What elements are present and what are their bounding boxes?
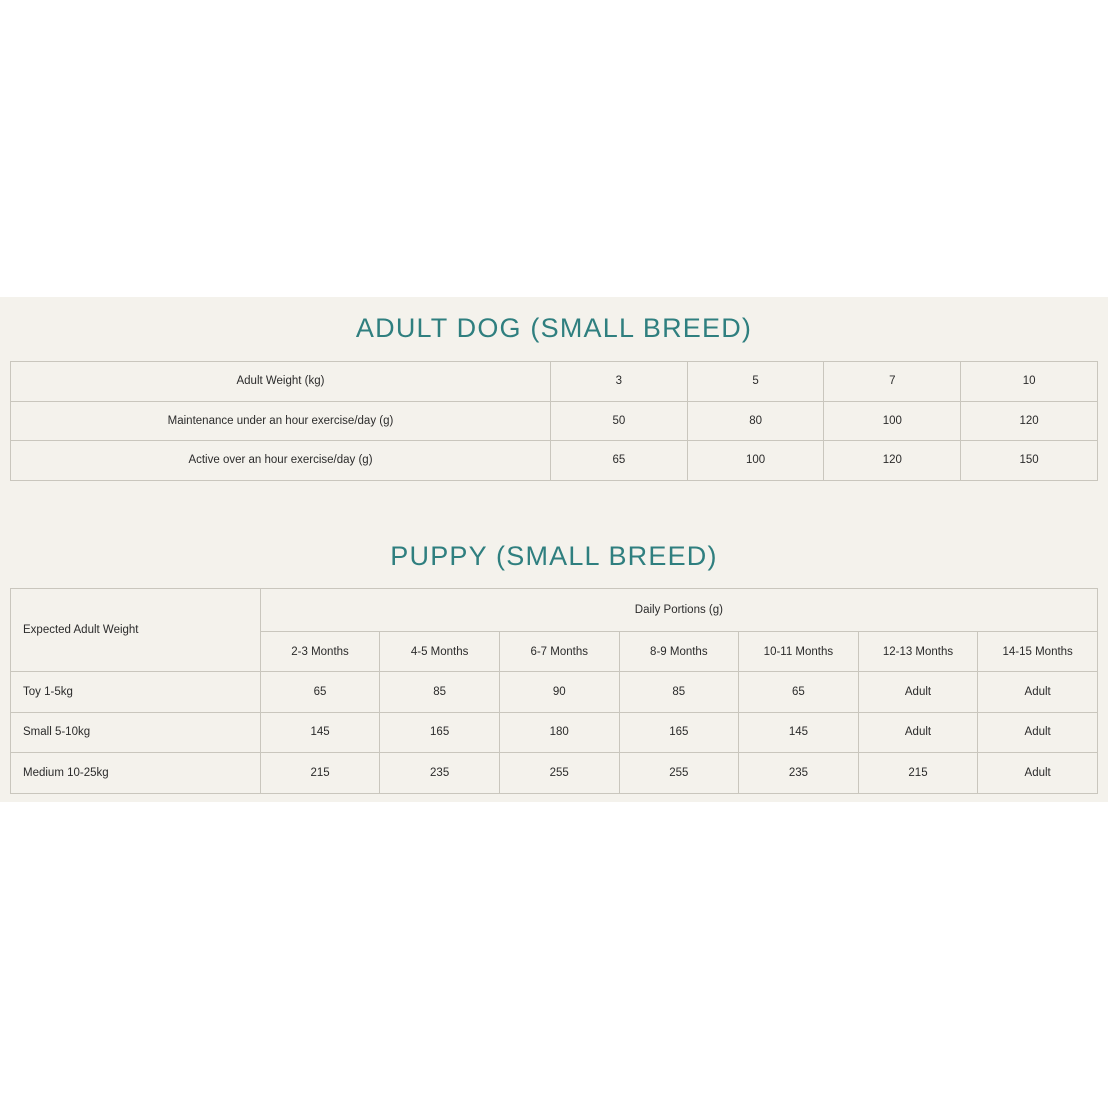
puppy-month-header: 2-3 Months bbox=[260, 632, 380, 672]
table-row bbox=[11, 672, 1098, 713]
puppy-cell: 65 bbox=[739, 672, 859, 713]
puppy-cell: 235 bbox=[739, 753, 859, 794]
puppy-month-header: 8-9 Months bbox=[619, 632, 739, 672]
adult-cell: 3 bbox=[550, 362, 687, 402]
table-row bbox=[11, 362, 1098, 402]
table-row bbox=[11, 753, 1098, 794]
puppy-feeding-table bbox=[10, 588, 1098, 794]
adult-cell: 100 bbox=[687, 441, 824, 481]
puppy-month-header: 12-13 Months bbox=[858, 632, 978, 672]
puppy-month-header: 4-5 Months bbox=[380, 632, 500, 672]
adult-section-title: ADULT DOG (SMALL BREED) bbox=[355, 313, 753, 343]
puppy-group-header: Daily Portions (g) bbox=[260, 589, 1097, 632]
puppy-corner-label: Expected Adult Weight bbox=[11, 589, 261, 672]
puppy-cell: 215 bbox=[260, 753, 380, 794]
puppy-cell: 145 bbox=[260, 712, 380, 753]
puppy-cell: 235 bbox=[380, 753, 500, 794]
puppy-row-label: Toy 1-5kg bbox=[11, 672, 261, 713]
puppy-cell: Adult bbox=[858, 712, 978, 753]
adult-cell: 5 bbox=[687, 362, 824, 402]
puppy-cell: Adult bbox=[978, 672, 1098, 713]
puppy-section-title: PUPPY (SMALL BREED) bbox=[390, 541, 718, 571]
adult-cell: 80 bbox=[687, 401, 824, 441]
adult-cell: 50 bbox=[550, 401, 687, 441]
puppy-cell: Adult bbox=[978, 753, 1098, 794]
puppy-row-label: Small 5-10kg bbox=[11, 712, 261, 753]
table-row bbox=[11, 401, 1098, 441]
puppy-cell: Adult bbox=[858, 672, 978, 713]
adult-cell: 150 bbox=[961, 441, 1098, 481]
adult-cell: 100 bbox=[824, 401, 961, 441]
puppy-cell: 85 bbox=[380, 672, 500, 713]
puppy-cell: 165 bbox=[380, 712, 500, 753]
puppy-cell: 165 bbox=[619, 712, 739, 753]
puppy-cell: 255 bbox=[619, 753, 739, 794]
puppy-month-header: 14-15 Months bbox=[978, 632, 1098, 672]
adult-cell: 120 bbox=[961, 401, 1098, 441]
adult-row-label: Adult Weight (kg) bbox=[11, 362, 551, 402]
puppy-cell: Adult bbox=[978, 712, 1098, 753]
table-row bbox=[11, 712, 1098, 753]
puppy-cell: 255 bbox=[499, 753, 619, 794]
adult-row-label: Active over an hour exercise/day (g) bbox=[11, 441, 551, 481]
adult-feeding-table bbox=[10, 361, 1098, 481]
puppy-cell: 90 bbox=[499, 672, 619, 713]
puppy-row-label: Medium 10-25kg bbox=[11, 753, 261, 794]
puppy-month-header: 6-7 Months bbox=[499, 632, 619, 672]
table-row bbox=[11, 441, 1098, 481]
puppy-cell: 180 bbox=[499, 712, 619, 753]
table-header-row bbox=[11, 589, 1098, 632]
adult-cell: 7 bbox=[824, 362, 961, 402]
puppy-cell: 65 bbox=[260, 672, 380, 713]
adult-row-label: Maintenance under an hour exercise/day (g) bbox=[11, 401, 551, 441]
adult-cell: 10 bbox=[961, 362, 1098, 402]
adult-cell: 65 bbox=[550, 441, 687, 481]
puppy-month-header: 10-11 Months bbox=[739, 632, 859, 672]
puppy-cell: 85 bbox=[619, 672, 739, 713]
adult-cell: 120 bbox=[824, 441, 961, 481]
puppy-cell: 145 bbox=[739, 712, 859, 753]
puppy-cell: 215 bbox=[858, 753, 978, 794]
